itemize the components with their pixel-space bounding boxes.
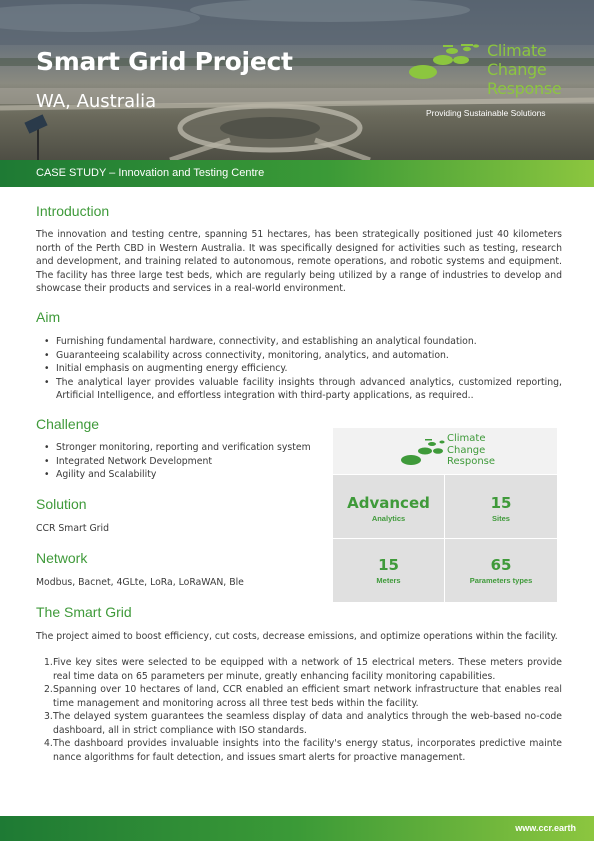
stat-label: Parameters types bbox=[469, 576, 533, 585]
list-item: • The analytical layer provides valuable facility insights through advanced analytics, customized reporting, Artificial Intelligence, and effortless integration with third-party applications, as required.. bbox=[44, 376, 562, 403]
stat-advanced-analytics bbox=[333, 475, 444, 538]
case-study-band bbox=[0, 160, 594, 187]
stat-label: Analytics bbox=[371, 514, 406, 523]
list-item: Five key sites were selected to be equipped with a network of 15 electrical meters. These meters provide real time data on 65 parameters per minute, greatly enhancing facility monitoring capabilities. bbox=[53, 657, 562, 682]
list-item: • Stronger monitoring, reporting and verification system bbox=[44, 441, 329, 455]
stats-logo-wordmark: Climate Change Response bbox=[447, 433, 496, 467]
smart-grid-heading: The Smart Grid bbox=[36, 604, 132, 620]
stat-value: 15 bbox=[378, 556, 399, 574]
stat-label: Sites bbox=[492, 514, 510, 523]
introduction-text: The innovation and testing centre, spanning 51 hectares, has been strategically positioned just 40 kilometers north of the Perth CBD in Western Australia. It was specifically designed for activities such as testing, research and development, and training related to autonomous, remote operations, and robotic systems and equipment. The facility has three large test beds, which are regularly being utilized by a range of industries to develop and showcase their products and services in a real-world environment. bbox=[36, 229, 562, 294]
logo-wordmark: Climate Change Response bbox=[487, 41, 562, 98]
list-item: • Guaranteeing scalability across connectivity, monitoring, analytics, and automation. bbox=[44, 349, 562, 363]
aim-list bbox=[44, 335, 562, 403]
solution-heading: Solution bbox=[36, 496, 87, 512]
network-text: Modbus, Bacnet, 4GLte, LoRa, LoRaWAN, Ble bbox=[36, 577, 244, 588]
solution-text: CCR Smart Grid bbox=[36, 523, 109, 534]
list-item: Spanning over 10 hectares of land, CCR enabled an efficient smart network infrastructure that enables real time management and monitoring across all three test beds within the facility. bbox=[53, 684, 562, 709]
list-item: • Integrated Network Development bbox=[44, 455, 329, 469]
challenge-list bbox=[44, 441, 329, 482]
introduction-heading: Introduction bbox=[36, 203, 110, 219]
list-item: The delayed system guarantees the seamless display of data and analytics through the web-based no-code dashboard, all in strict compliance with ISO standards. bbox=[53, 711, 562, 736]
leaf-logo-icon bbox=[405, 40, 487, 84]
list-item: • Initial emphasis on augmenting energy efficiency. bbox=[44, 362, 562, 376]
stat-label: Meters bbox=[376, 576, 401, 585]
stat-parameter-types bbox=[445, 539, 557, 602]
website-link[interactable]: www.ccr.earth bbox=[515, 823, 576, 833]
company-logo bbox=[405, 40, 580, 122]
stats-card-logo-area bbox=[333, 428, 557, 474]
case-study-label: CASE STUDY – Innovation and Testing Centre bbox=[36, 167, 265, 179]
logo-tagline: Providing Sustainable Solutions bbox=[426, 108, 546, 118]
stat-value: 15 bbox=[490, 494, 512, 512]
challenge-heading: Challenge bbox=[36, 416, 100, 432]
stats-card bbox=[333, 428, 557, 602]
stat-value: Advanced bbox=[347, 494, 430, 512]
stat-meters bbox=[333, 539, 444, 602]
project-title: Smart Grid Project bbox=[36, 47, 293, 76]
header-banner bbox=[0, 0, 594, 160]
smart-grid-intro: The project aimed to boost efficiency, cut costs, decrease emissions, and optimize operations within the facility. bbox=[36, 631, 558, 642]
list-item: • Agility and Scalability bbox=[44, 468, 329, 482]
network-heading: Network bbox=[36, 550, 88, 566]
project-location: WA, Australia bbox=[36, 91, 157, 112]
list-item: The dashboard provides invaluable insights into the facility's energy status, incorporates predictive mainte nance algorithms for fault detection, and issues smart alerts for proactive management. bbox=[53, 738, 562, 763]
aim-heading: Aim bbox=[36, 309, 61, 325]
footer-band bbox=[0, 816, 594, 841]
smart-grid-list bbox=[44, 656, 562, 764]
stat-sites bbox=[445, 475, 557, 538]
list-item: • Furnishing fundamental hardware, connectivity, and establishing an analytical foundation. bbox=[44, 335, 562, 349]
leaf-logo-icon bbox=[399, 436, 447, 468]
stat-value: 65 bbox=[490, 556, 512, 574]
